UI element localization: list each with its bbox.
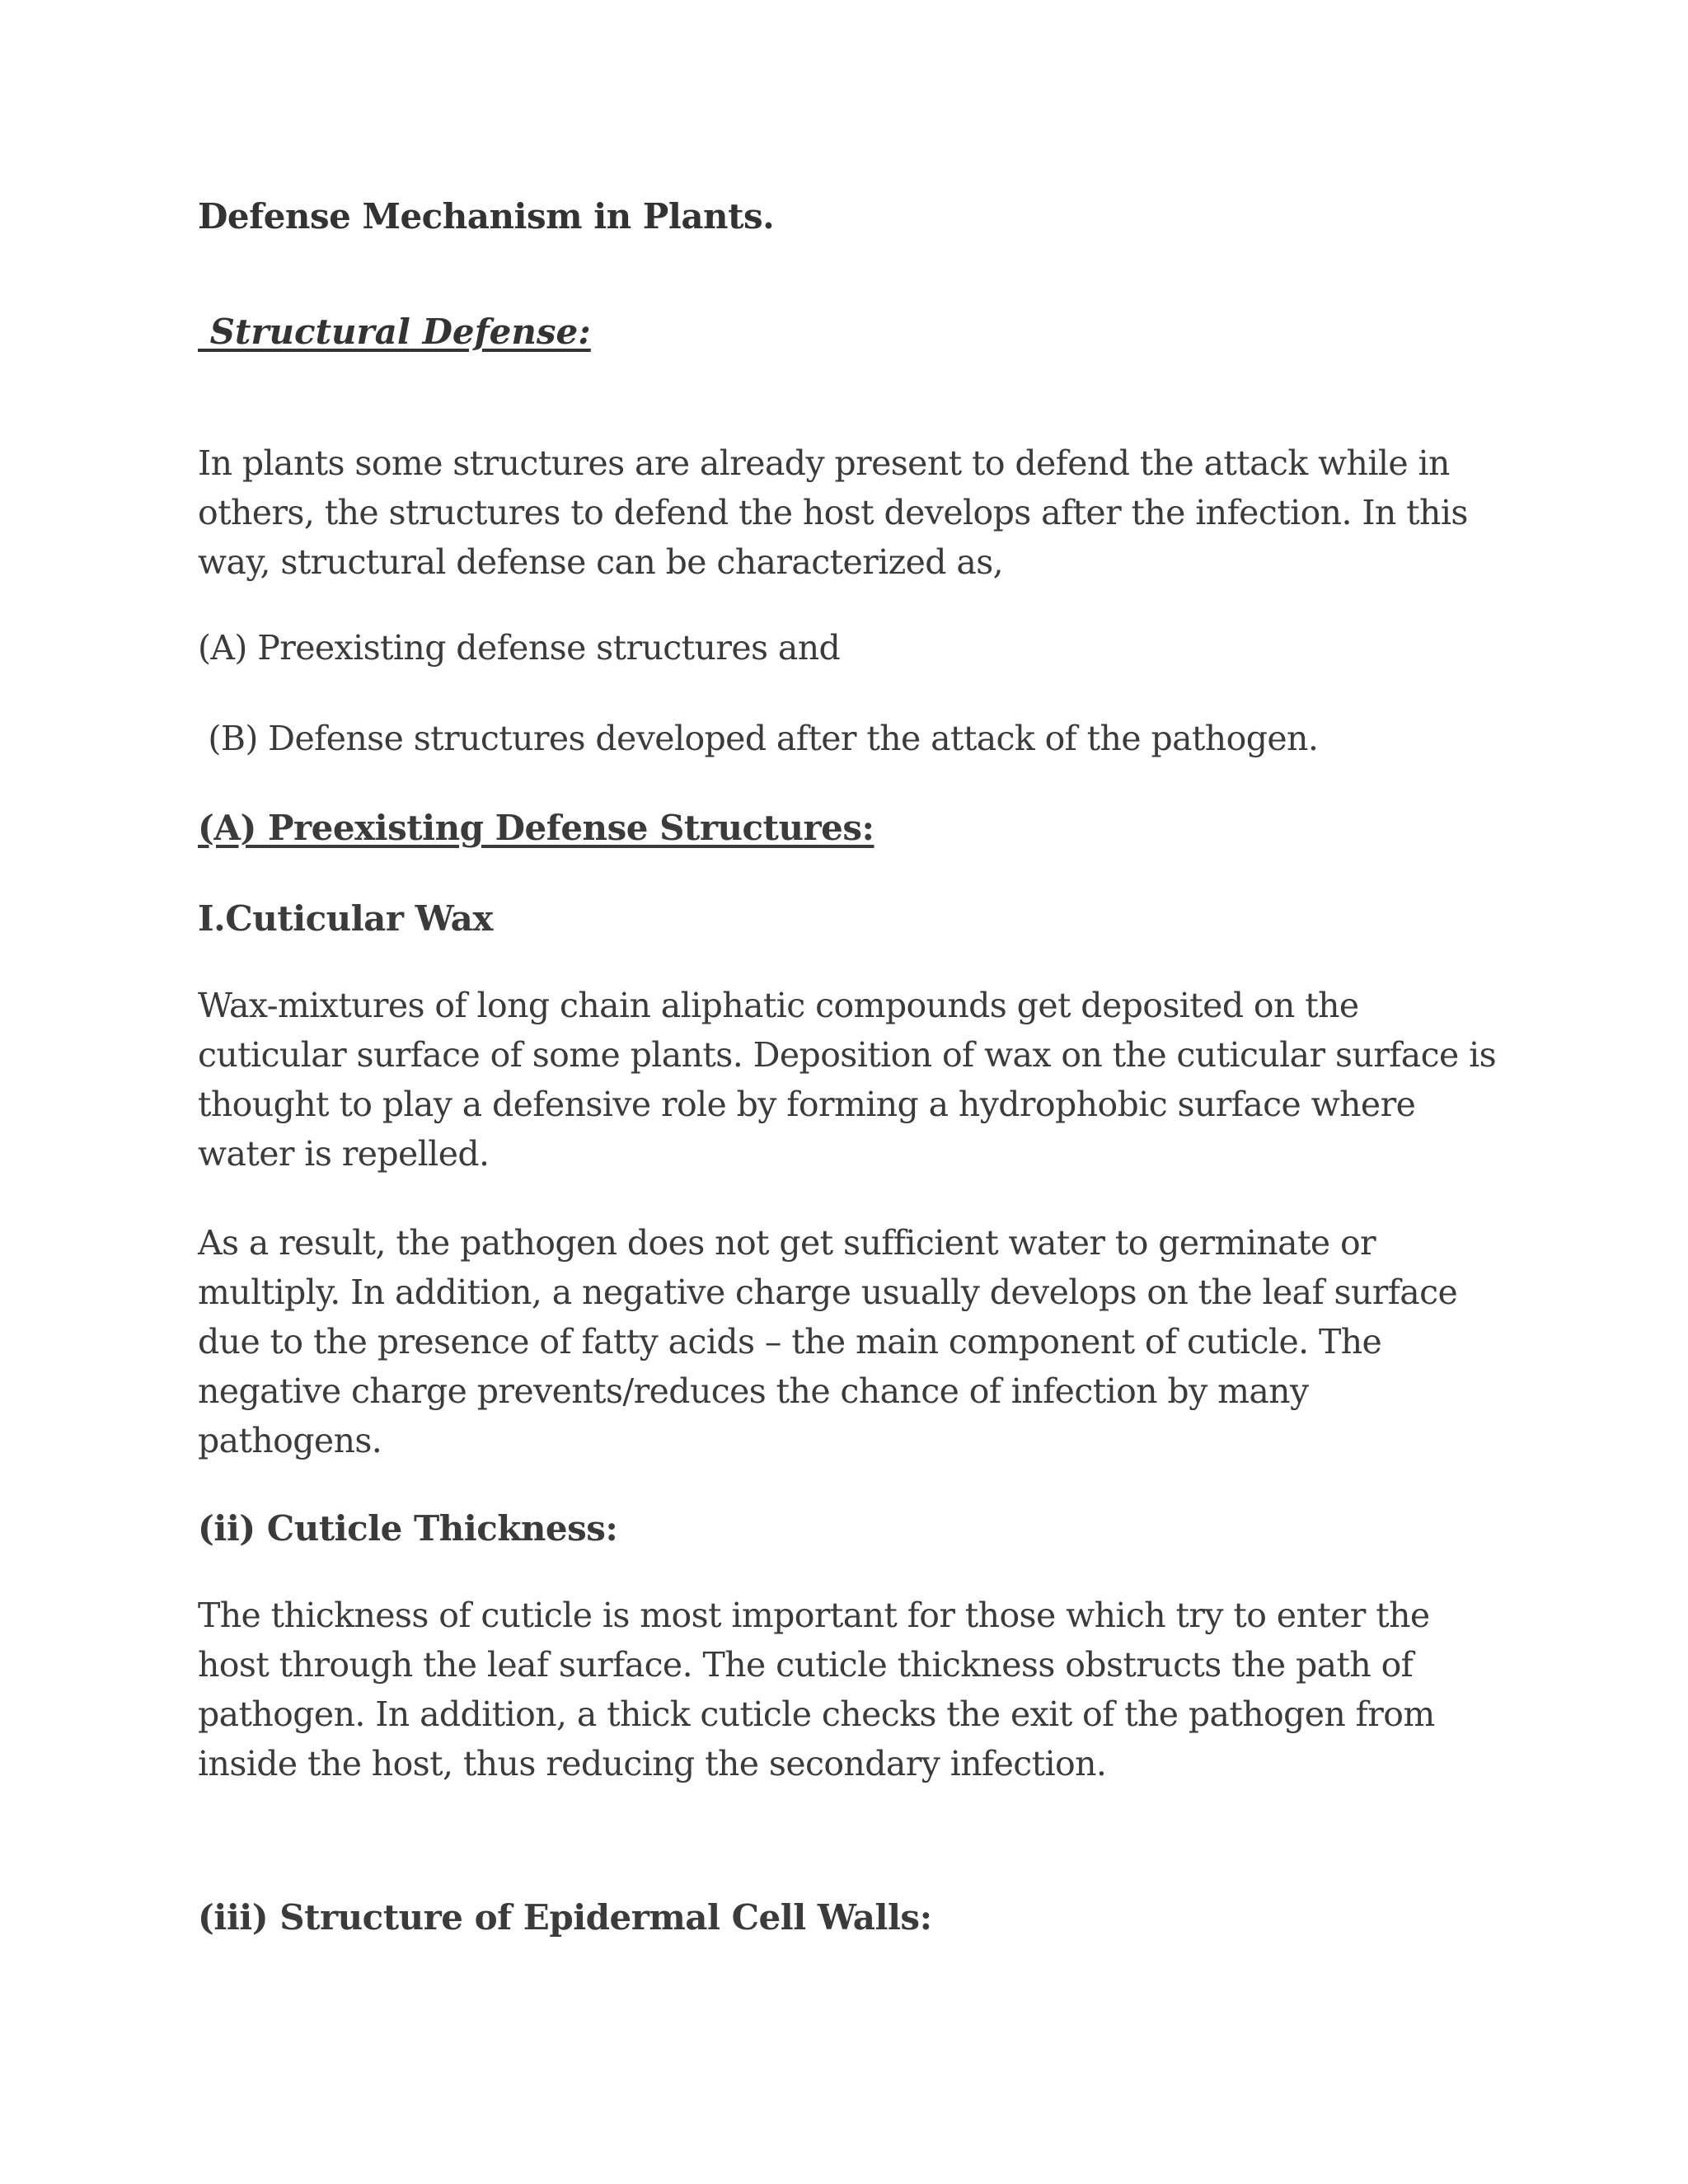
page-title: Defense Mechanism in Plants. bbox=[198, 196, 775, 237]
cuticular-wax-paragraph-2: As a result, the pathogen does not get sufficient water to germinate or multiply. In addition, a negative charge usually develops on the leaf surface due to the presence of fatty acids – the main component of cuticle. The negative charge prevents/reduces the chance of infection by many pathogens. bbox=[198, 1223, 1458, 1460]
intro-paragraph: In plants some structures are already present to defend the attack while in others, the structures to defend the host develops after the infection. In this way, structural defense can be characterized as, bbox=[198, 443, 1468, 582]
cuticular-wax-paragraph-1: Wax-mixtures of long chain aliphatic compounds get deposited on the cuticular surface of some plants. Deposition of wax on the cuticular surface is thought to play a defensive role by forming a hydrophobic surface where water is repelled. bbox=[198, 986, 1497, 1174]
cuticle-thickness-heading: (ii) Cuticle Thickness: bbox=[198, 1508, 618, 1549]
cuticle-thickness-paragraph: The thickness of cuticle is most important for those which try to enter the host through the leaf surface. The cuticle thickness obstructs the path of pathogen. In addition, a thick cuticle checks the exit of the pathogen from inside the host, thus reducing the secondary infection. bbox=[198, 1596, 1435, 1783]
section-a-heading: (A) Preexisting Defense Structures: bbox=[198, 808, 874, 848]
cuticular-wax-heading: I.Cuticular Wax bbox=[198, 898, 493, 939]
structural-defense-heading: Structural Defense: bbox=[198, 312, 591, 352]
list-item-a: (A) Preexisting defense structures and bbox=[198, 628, 841, 668]
list-item-b: (B) Defense structures developed after the attack of the pathogen. bbox=[198, 719, 1319, 758]
epidermal-cell-walls-heading: (iii) Structure of Epidermal Cell Walls: bbox=[198, 1897, 932, 1938]
